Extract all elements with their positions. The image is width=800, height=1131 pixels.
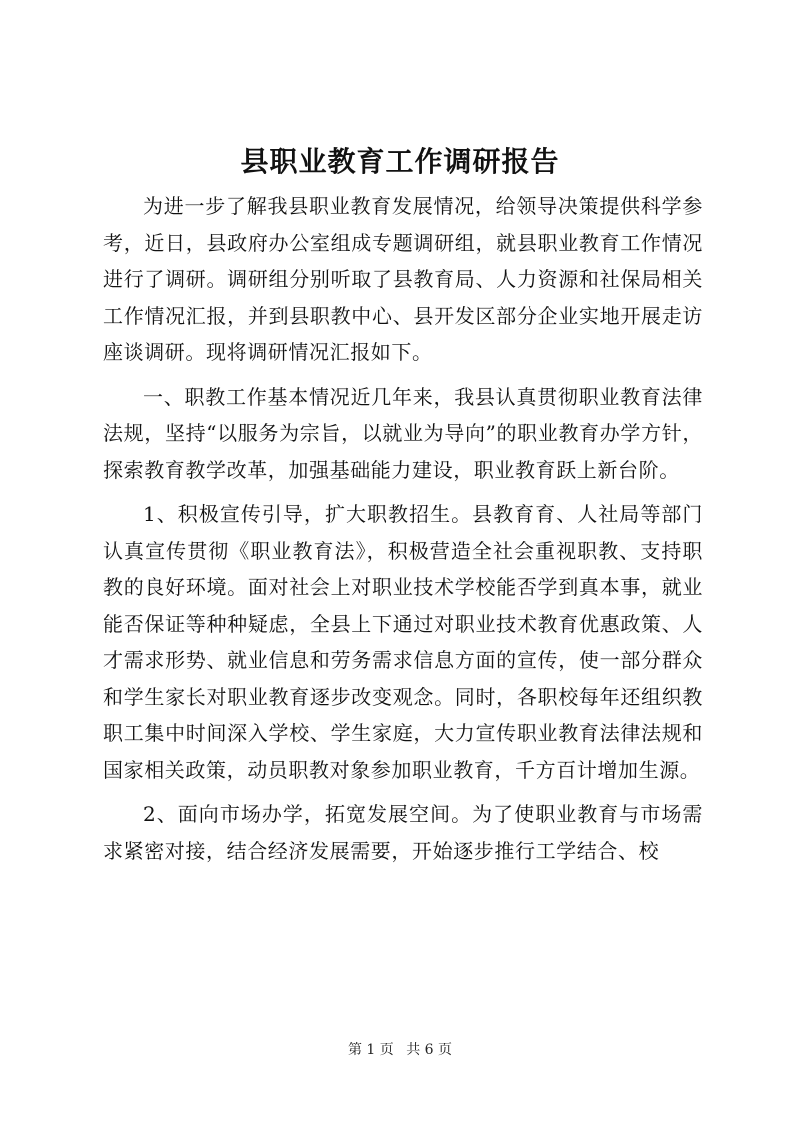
paragraph-item-one: 1、积极宣传引导，扩大职教招生。县教育育、人社局等部门认真宣传贯彻《职业教育法》，积极营造全社会重视职教、支持职教的良好环境。面对社会上对职业技术学校能否学到真本事，就业能否保证等种种疑虑，全县上下通过对职业技术教育优惠政策、人才需求形势、就业信息和劳务需求信息方面的宣传，使一部分群众和学生家长对职业教育逐步改变观念。同时，各职校每年还组织教职工集中时间深入学校、学生家庭，大力宣传职业教育法律法规和国家相关政策，动员职教对象参加职业教育，千方百计增加生源。 xyxy=(103,502,703,782)
paragraph-item-two: 2、面向市场办学，拓宽发展空间。为了使职业教育与市场需求紧密对接，结合经济发展需要，开始逐步推行工学结合、校 xyxy=(103,802,703,863)
page-footer xyxy=(0,1040,800,1060)
document-body xyxy=(103,188,703,869)
paragraph-intro: 为进一步了解我县职业教育发展情况，给领导决策提供科学参考，近日，县政府办公室组成专题调研组，就县职业教育工作情况进行了调研。调研组分别听取了县教育局、人力资源和社保局相关工作情况汇报，并到县职教中心、县开发区部分企业实地开展走访座谈调研。现将调研情况汇报如下。 xyxy=(103,194,703,364)
document-title: 县职业教育工作调研报告 xyxy=(240,145,560,178)
page-number: 第 1 页 xyxy=(347,1042,394,1058)
page-total: 共 6 页 xyxy=(406,1042,453,1058)
paragraph-section-one: 一、职教工作基本情况近几年来，我县认真贯彻职业教育法律法规，坚持“以服务为宗旨，以就业为导向”的职业教育办学方针，探索教育教学改革，加强基础能力建设，职业教育跃上新台阶。 xyxy=(103,384,703,482)
